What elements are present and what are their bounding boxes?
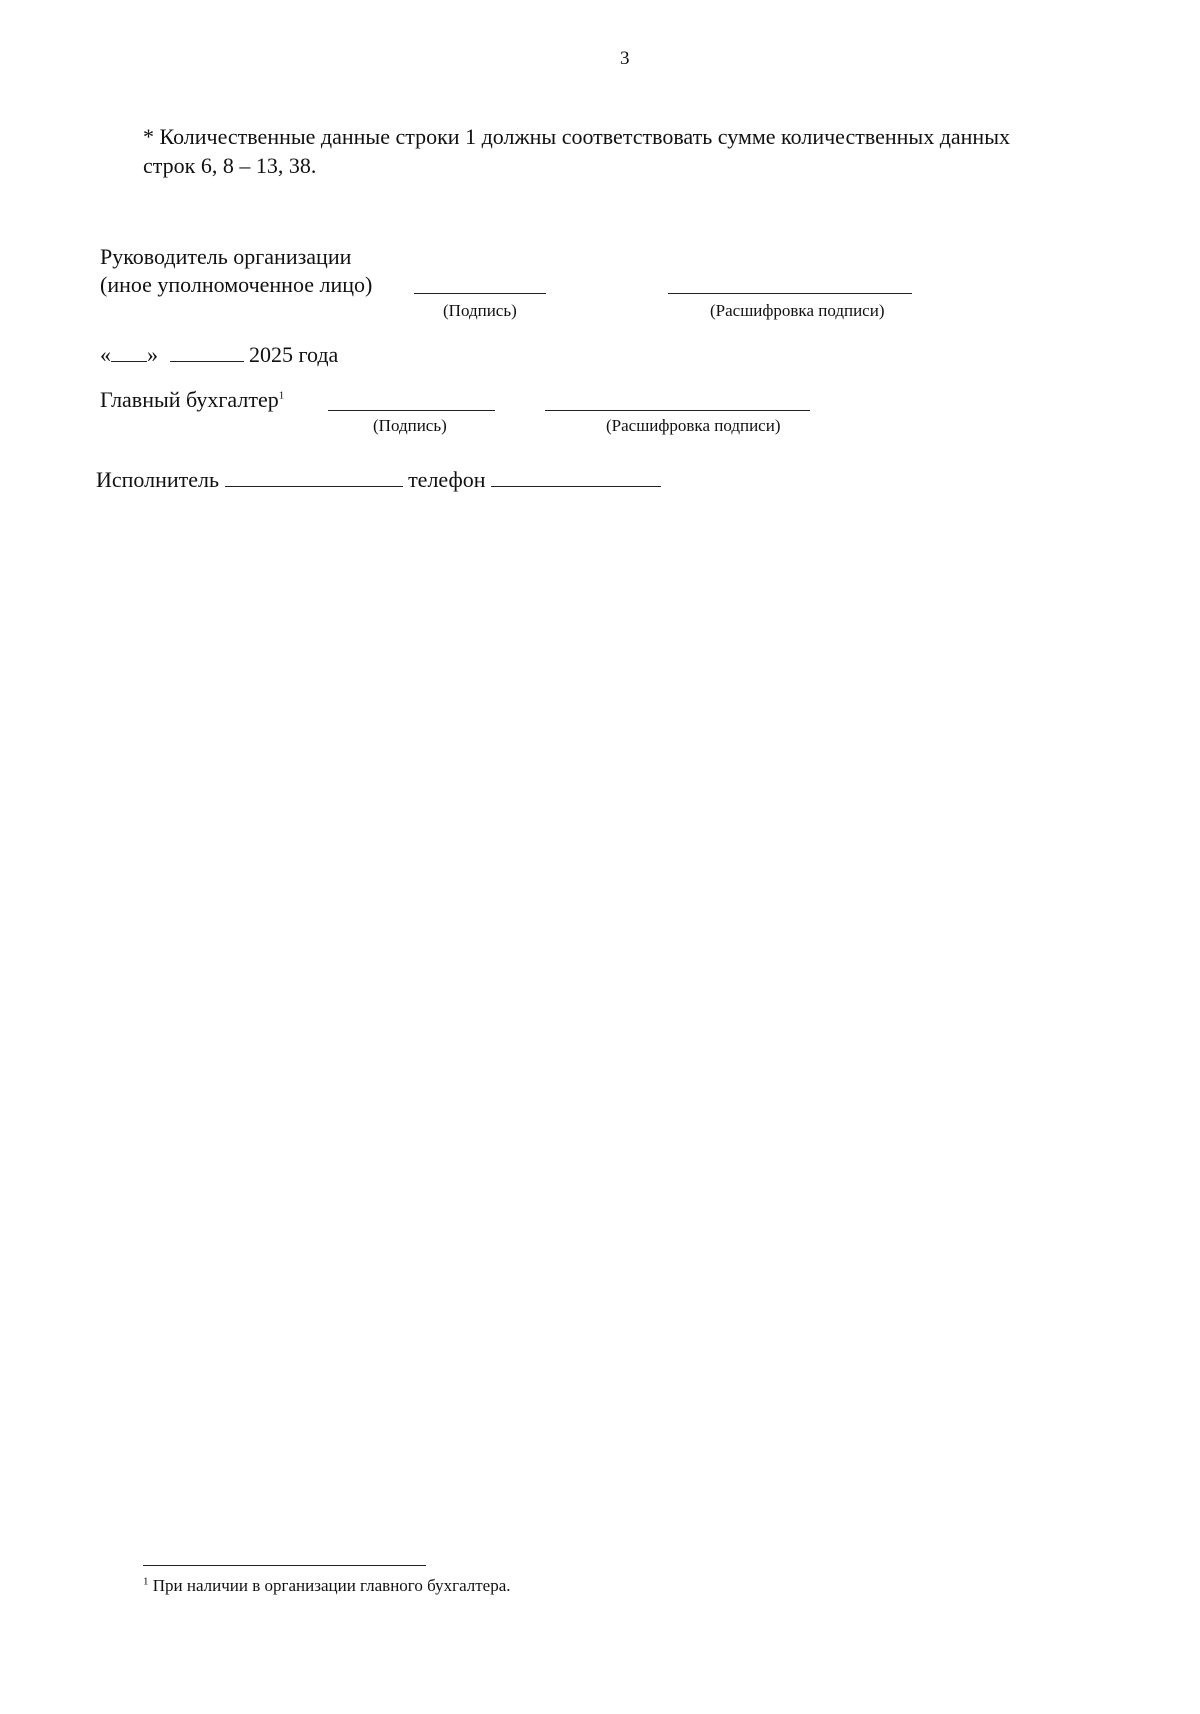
day-blank[interactable] [111, 343, 147, 362]
page-number: 3 [620, 48, 630, 69]
executor-label: Исполнитель [96, 467, 220, 492]
date-close-quote: » [147, 342, 158, 367]
footnote-divider [143, 1565, 426, 1566]
head-title-line-1: Руководитель организации [100, 244, 352, 269]
head-decoding-line[interactable] [668, 293, 912, 294]
date-open-quote: « [100, 342, 111, 367]
note-line-1: * Количественные данные строки 1 должны соответствовать сумме количественных данных [143, 124, 1010, 149]
accountant-signature-caption: (Подпись) [373, 416, 447, 435]
executor-blank[interactable] [225, 468, 403, 487]
head-title-line-2: (иное уполномоченное лицо) [100, 272, 373, 297]
month-blank[interactable] [170, 343, 244, 362]
chief-accountant-footnote-mark: 1 [278, 389, 285, 402]
head-signature-line[interactable] [414, 293, 546, 294]
footnote [143, 1576, 511, 1596]
footnote-mark: 1 [143, 1575, 149, 1588]
head-decoding-caption: (Расшифровка подписи) [710, 301, 885, 320]
accountant-decoding-caption: (Расшифровка подписи) [606, 416, 781, 435]
accountant-decoding-line[interactable] [545, 410, 810, 411]
quantity-note [143, 122, 1103, 180]
executor-line [96, 467, 661, 493]
footnote-text: При наличии в организации главного бухгалтера. [152, 1576, 511, 1595]
phone-label: телефон [408, 467, 486, 492]
phone-blank[interactable] [491, 468, 661, 487]
date-year-text: 2025 года [249, 342, 339, 367]
note-line-2: строк 6, 8 – 13, 38. [143, 153, 317, 178]
head-signature-caption: (Подпись) [443, 301, 517, 320]
chief-accountant-label [100, 387, 284, 413]
chief-accountant-label-text: Главный бухгалтер [100, 387, 279, 412]
accountant-signature-line[interactable] [328, 410, 495, 411]
date-line [100, 342, 338, 368]
